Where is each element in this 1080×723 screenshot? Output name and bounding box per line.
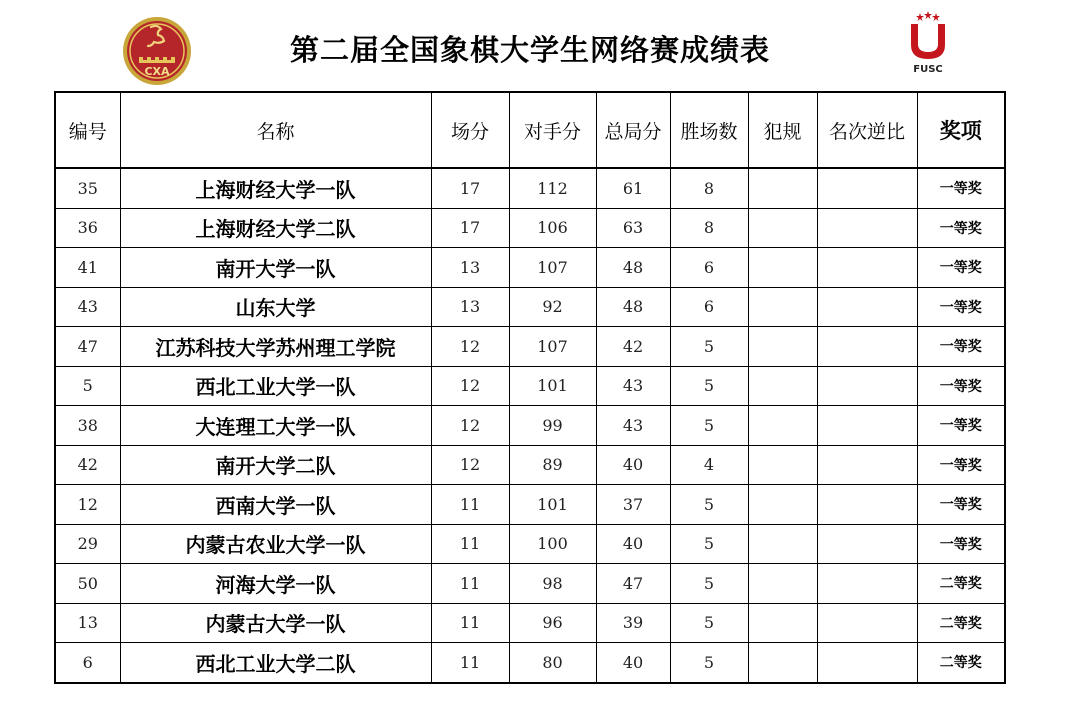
cell-opponent-score: 100 (509, 524, 596, 564)
table-row (55, 603, 1005, 643)
cell-fouls (748, 564, 817, 604)
header-name: 名称 (120, 92, 431, 168)
cell-total-games: 40 (596, 643, 670, 683)
cell-rank-reverse (817, 445, 917, 485)
fusc-logo (903, 10, 953, 76)
cell-rank-reverse (817, 366, 917, 406)
cell-team-name: 西北工业大学一队 (120, 366, 431, 406)
cell-fouls (748, 524, 817, 564)
table-header-row (55, 92, 1005, 168)
cell-rank-reverse (817, 248, 917, 288)
cell-fouls (748, 248, 817, 288)
cell-id: 12 (55, 485, 120, 525)
cell-fouls (748, 208, 817, 248)
cell-team-name: 山东大学 (120, 287, 431, 327)
cell-points: 12 (431, 445, 509, 485)
cell-total-games: 47 (596, 564, 670, 604)
cell-opponent-score: 107 (509, 248, 596, 288)
cell-id: 35 (55, 168, 120, 208)
cell-points: 12 (431, 366, 509, 406)
cell-team-name: 上海财经大学二队 (120, 208, 431, 248)
cell-wins: 6 (670, 287, 748, 327)
cell-points: 17 (431, 208, 509, 248)
cell-total-games: 37 (596, 485, 670, 525)
cell-total-games: 42 (596, 327, 670, 367)
header-points: 场分 (431, 92, 509, 168)
cell-points: 11 (431, 485, 509, 525)
cell-rank-reverse (817, 524, 917, 564)
cell-award: 一等奖 (917, 524, 1005, 564)
table-row (55, 248, 1005, 288)
cell-points: 11 (431, 603, 509, 643)
cell-points: 11 (431, 643, 509, 683)
cell-id: 41 (55, 248, 120, 288)
cell-total-games: 48 (596, 248, 670, 288)
cell-points: 13 (431, 248, 509, 288)
cxa-logo (121, 13, 193, 89)
cell-rank-reverse (817, 643, 917, 683)
cell-rank-reverse (817, 603, 917, 643)
cxa-logo-text: CXA (144, 65, 170, 78)
cell-points: 12 (431, 406, 509, 446)
cell-opponent-score: 107 (509, 327, 596, 367)
cell-wins: 6 (670, 248, 748, 288)
cell-total-games: 48 (596, 287, 670, 327)
cell-id: 38 (55, 406, 120, 446)
cell-total-games: 43 (596, 406, 670, 446)
cell-fouls (748, 445, 817, 485)
header-wins: 胜场数 (670, 92, 748, 168)
cell-total-games: 43 (596, 366, 670, 406)
cell-wins: 8 (670, 208, 748, 248)
cell-total-games: 63 (596, 208, 670, 248)
cell-total-games: 61 (596, 168, 670, 208)
header-award: 奖项 (917, 92, 1005, 168)
cell-id: 50 (55, 564, 120, 604)
cell-wins: 5 (670, 485, 748, 525)
cell-opponent-score: 99 (509, 406, 596, 446)
table-row (55, 524, 1005, 564)
table-row (55, 406, 1005, 446)
cell-opponent-score: 92 (509, 287, 596, 327)
cell-wins: 8 (670, 168, 748, 208)
header-opponent-score: 对手分 (509, 92, 596, 168)
cell-award: 一等奖 (917, 168, 1005, 208)
cell-award: 一等奖 (917, 248, 1005, 288)
cell-rank-reverse (817, 327, 917, 367)
cell-fouls (748, 643, 817, 683)
cell-rank-reverse (817, 208, 917, 248)
table-row (55, 445, 1005, 485)
cell-team-name: 南开大学一队 (120, 248, 431, 288)
cell-id: 36 (55, 208, 120, 248)
fusc-logo-text: FUSC (913, 64, 943, 75)
cell-award: 一等奖 (917, 327, 1005, 367)
table-row (55, 366, 1005, 406)
cell-team-name: 河海大学一队 (120, 564, 431, 604)
table-row (55, 287, 1005, 327)
cell-team-name: 内蒙古大学一队 (120, 603, 431, 643)
cell-wins: 5 (670, 603, 748, 643)
cell-award: 二等奖 (917, 564, 1005, 604)
cell-id: 42 (55, 445, 120, 485)
cell-award: 一等奖 (917, 208, 1005, 248)
cell-team-name: 内蒙古农业大学一队 (120, 524, 431, 564)
cell-id: 5 (55, 366, 120, 406)
table-row (55, 168, 1005, 208)
cell-rank-reverse (817, 406, 917, 446)
cell-opponent-score: 96 (509, 603, 596, 643)
cell-points: 11 (431, 564, 509, 604)
cell-award: 一等奖 (917, 366, 1005, 406)
cell-opponent-score: 106 (509, 208, 596, 248)
header-rank-reverse: 名次逆比 (817, 92, 917, 168)
cell-wins: 5 (670, 327, 748, 367)
table-row (55, 327, 1005, 367)
cell-rank-reverse (817, 168, 917, 208)
cell-fouls (748, 406, 817, 446)
cell-fouls (748, 168, 817, 208)
cell-award: 一等奖 (917, 445, 1005, 485)
cell-points: 12 (431, 327, 509, 367)
cell-total-games: 39 (596, 603, 670, 643)
cell-wins: 5 (670, 524, 748, 564)
cell-wins: 5 (670, 564, 748, 604)
table-row (55, 208, 1005, 248)
cell-team-name: 江苏科技大学苏州理工学院 (120, 327, 431, 367)
table-row (55, 485, 1005, 525)
cell-id: 43 (55, 287, 120, 327)
cell-team-name: 上海财经大学一队 (120, 168, 431, 208)
cell-fouls (748, 287, 817, 327)
results-table (54, 91, 1006, 684)
cell-award: 二等奖 (917, 603, 1005, 643)
cell-id: 6 (55, 643, 120, 683)
cell-points: 17 (431, 168, 509, 208)
cell-fouls (748, 366, 817, 406)
header-id: 编号 (55, 92, 120, 168)
cell-wins: 5 (670, 366, 748, 406)
header-fouls: 犯规 (748, 92, 817, 168)
cell-id: 29 (55, 524, 120, 564)
cell-points: 13 (431, 287, 509, 327)
cell-opponent-score: 80 (509, 643, 596, 683)
cell-team-name: 西南大学一队 (120, 485, 431, 525)
cell-opponent-score: 98 (509, 564, 596, 604)
cell-id: 13 (55, 603, 120, 643)
cell-wins: 4 (670, 445, 748, 485)
cell-id: 47 (55, 327, 120, 367)
cell-total-games: 40 (596, 524, 670, 564)
cell-fouls (748, 603, 817, 643)
cell-award: 一等奖 (917, 287, 1005, 327)
page-title: 第二届全国象棋大学生网络赛成绩表 (289, 33, 770, 67)
table-row (55, 643, 1005, 683)
cell-opponent-score: 89 (509, 445, 596, 485)
cell-award: 一等奖 (917, 485, 1005, 525)
cell-team-name: 大连理工大学一队 (120, 406, 431, 446)
cell-rank-reverse (817, 564, 917, 604)
cell-fouls (748, 327, 817, 367)
cell-wins: 5 (670, 406, 748, 446)
header-total-games: 总局分 (596, 92, 670, 168)
cell-points: 11 (431, 524, 509, 564)
cell-total-games: 40 (596, 445, 670, 485)
cell-award: 二等奖 (917, 643, 1005, 683)
cell-rank-reverse (817, 485, 917, 525)
cell-opponent-score: 112 (509, 168, 596, 208)
cell-award: 一等奖 (917, 406, 1005, 446)
table-row (55, 564, 1005, 604)
cell-opponent-score: 101 (509, 366, 596, 406)
cell-team-name: 南开大学二队 (120, 445, 431, 485)
cell-opponent-score: 101 (509, 485, 596, 525)
cell-wins: 5 (670, 643, 748, 683)
cell-team-name: 西北工业大学二队 (120, 643, 431, 683)
cell-fouls (748, 485, 817, 525)
cell-rank-reverse (817, 287, 917, 327)
